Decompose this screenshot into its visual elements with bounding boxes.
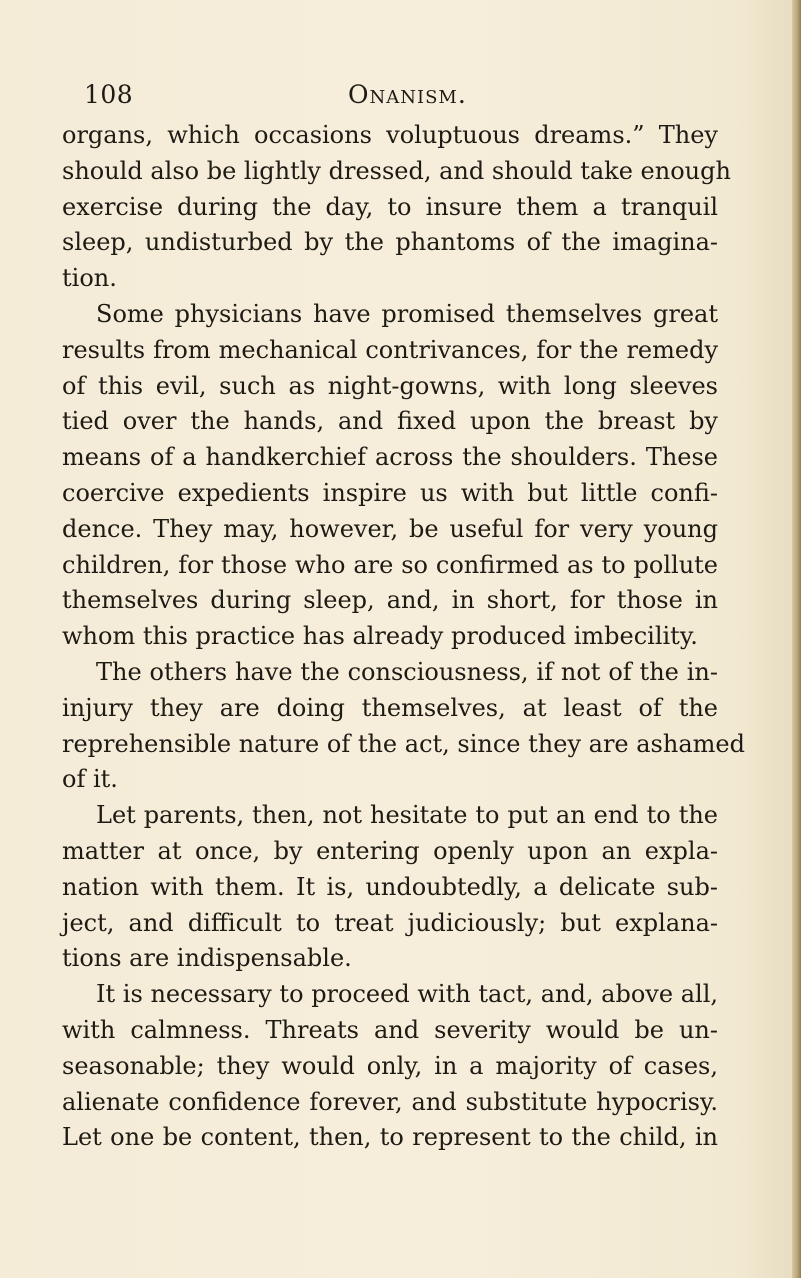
- text-line: of it.: [62, 765, 118, 794]
- text-line: should also be lightly dressed, and should take enough: [62, 156, 731, 185]
- text-line: Let one be content, then, to represent to the child, in: [62, 1123, 718, 1152]
- page-edge: [792, 0, 801, 1278]
- text-line: tion.: [62, 264, 117, 293]
- body-text: [62, 118, 745, 1156]
- text-line: matter at once, by entering openly upon an expla-: [62, 836, 718, 865]
- text-line: themselves during sleep, and, in short, for those in: [62, 586, 718, 615]
- running-title: Onanism.: [348, 80, 467, 109]
- text-line: ject, and difficult to treat judiciously; but explana-: [62, 908, 718, 937]
- page-number: 108: [84, 80, 134, 109]
- text-line: coercive expedients inspire us with but little confi-: [62, 478, 718, 507]
- text-line: means of a handkerchief across the shoulders. These: [62, 443, 718, 472]
- text-line: tied over the hands, and fixed upon the breast by: [62, 407, 718, 436]
- paragraph-first-line: Some physicians have promised themselves great: [96, 299, 718, 328]
- text-line: with calmness. Threats and severity would be un-: [62, 1015, 718, 1044]
- running-header: [84, 80, 644, 120]
- text-line: organs, which occasions voluptuous dreams.” They: [62, 121, 718, 149]
- text-line: dence. They may, however, be useful for very young: [62, 514, 718, 543]
- text-line: reprehensible nature of the act, since they are ashamed: [62, 729, 745, 758]
- paragraph-first-line: It is necessary to proceed with tact, and, above all,: [96, 980, 718, 1009]
- paragraph-first-line: The others have the consciousness, if not of the in-: [96, 657, 718, 686]
- paragraph-first-line: Let parents, then, not hesitate to put an end to the: [96, 801, 718, 830]
- text-line: nation with them. It is, undoubtedly, a delicate sub-: [62, 872, 718, 901]
- text-line: seasonable; they would only, in a majority of cases,: [62, 1051, 718, 1080]
- text-line: whom this practice has already produced imbecility.: [62, 622, 698, 651]
- text-line: sleep, undisturbed by the phantoms of the imagina-: [62, 228, 718, 257]
- text-line: of this evil, such as night-gowns, with long sleeves: [62, 371, 718, 400]
- text-line: injury they are doing themselves, at least of the: [62, 693, 718, 722]
- text-line: children, for those who are so confirmed as to pollute: [62, 550, 718, 579]
- text-line: alienate confidence forever, and substitute hypocrisy.: [62, 1087, 718, 1116]
- text-line: exercise during the day, to insure them a tranquil: [62, 192, 718, 221]
- text-line: tions are indispensable.: [62, 944, 352, 973]
- text-line: results from mechanical contrivances, for the remedy: [62, 335, 718, 364]
